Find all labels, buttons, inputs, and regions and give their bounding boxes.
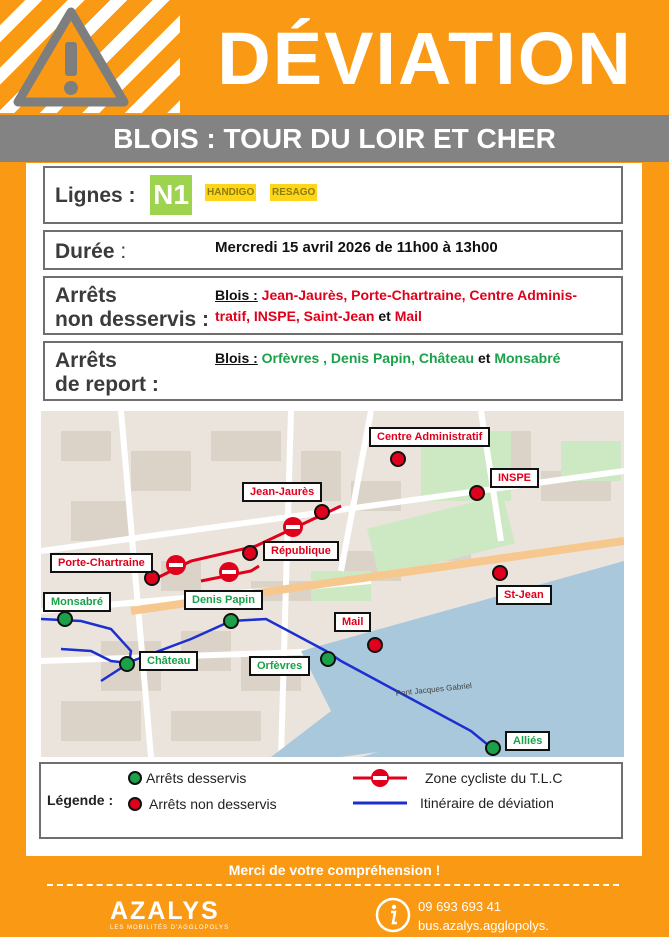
green-dot-icon: [127, 770, 143, 786]
legend-route: Itinéraire de déviation: [420, 795, 554, 811]
duration-box: [43, 230, 623, 270]
stop-label-monsabre: Monsabré: [43, 592, 111, 612]
stop-label-jean-jaures: Jean-Jaurès: [242, 482, 322, 502]
not-served-label-1: Arrêts: [55, 284, 117, 307]
duration-label: Durée :: [55, 240, 127, 263]
stop-label-republique: République: [263, 541, 339, 561]
website-link[interactable]: bus.azalys.agglopolys.: [418, 918, 549, 933]
line-badge-handigo: HANDIGO: [205, 184, 256, 201]
thanks-message: Merci de votre compréhension !: [228, 862, 441, 878]
stop-label-inspe: INSPE: [490, 468, 539, 488]
cycle-zone-icon: [353, 767, 407, 789]
line-badge-resago: RESAGO: [270, 184, 317, 201]
legend-title: Légende :: [47, 792, 114, 808]
subtitle: BLOIS : TOUR DU LOIR ET CHER: [0, 115, 669, 162]
lines-label: Lignes :: [55, 184, 136, 207]
stop-label-denis-papin: Denis Papin: [184, 590, 263, 610]
stop-label-mail: Mail: [334, 612, 371, 632]
route-line-icon: [353, 796, 407, 810]
not-served-text: Blois : Jean-Jaurès, Porte-Chartraine, Centre Adminis- tratif, INSPE, Saint-Jean et Mail: [215, 287, 578, 324]
not-served-label-2: non desservis :: [55, 308, 210, 331]
river-bridge-label: Pont Jacques Gabriel: [395, 681, 473, 698]
stop-label-porte-chartraine: Porte-Chartraine: [50, 553, 153, 573]
dashed-divider: [47, 884, 619, 886]
page-title: DÉVIATION: [217, 17, 633, 100]
stop-label-centre-administratif: Centre Administratif: [369, 427, 490, 447]
stops-report-box: [43, 341, 623, 401]
stop-label-orfevres: Orfèvres: [249, 656, 310, 676]
stop-label-allies: Alliés: [505, 731, 550, 751]
stop-label-chateau: Château: [139, 651, 198, 671]
report-label-1: Arrêts: [55, 349, 117, 372]
info-icon: [374, 896, 412, 934]
legend-zone: Zone cycliste du T.L.C: [425, 770, 563, 786]
legend-green: Arrêts desservis: [146, 770, 247, 786]
phone-number: 09 693 693 41: [418, 899, 502, 914]
lines-box: [43, 166, 623, 224]
report-label-2: de report :: [55, 373, 159, 396]
legend-box: [39, 762, 623, 839]
report-text: Blois : Orfèvres , Denis Papin, Château et Monsabré: [215, 350, 561, 366]
red-dot-icon: [127, 796, 143, 812]
azalys-logo: AZALYS LES MOBILITÉS D'AGGLOPOLYS: [110, 897, 230, 931]
stops-not-served-box: [43, 276, 623, 335]
stop-label-st-jean: St-Jean: [496, 585, 552, 605]
duration-value: Mercredi 15 avril 2026 de 11h00 à 13h00: [215, 239, 498, 256]
line-badge-n1: N1: [150, 175, 192, 215]
deviation-map: [41, 411, 624, 757]
legend-red: Arrêts non desservis: [149, 796, 277, 812]
warning-icon: [12, 6, 130, 108]
